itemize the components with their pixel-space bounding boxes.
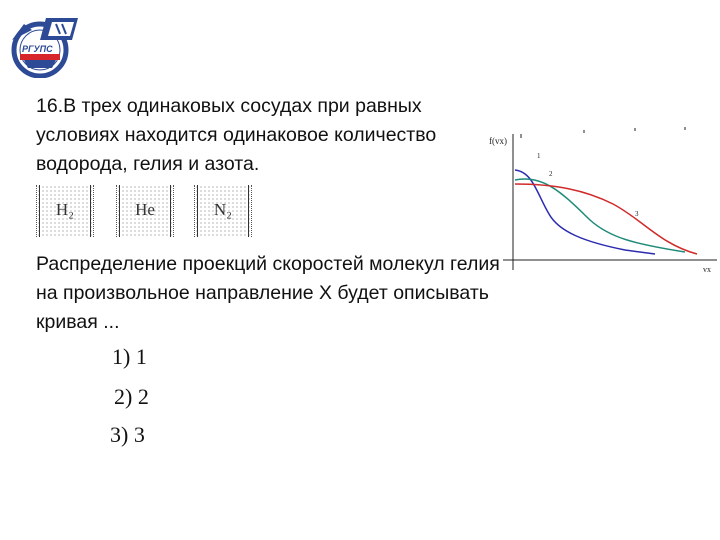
velocity-distribution-graph — [485, 120, 720, 280]
vessel-label: He — [135, 200, 155, 219]
vessel-label: H₂ — [55, 200, 75, 219]
curve-label-2: 2 — [549, 170, 553, 178]
vessel-label: N₂ — [213, 200, 233, 219]
vessels-illustration — [36, 185, 251, 239]
answer-option-2[interactable]: 2) 2 — [114, 384, 149, 409]
curve-label-3: 3 — [635, 210, 639, 218]
logo-text: РГУПС — [22, 44, 53, 54]
answer-option-1[interactable]: 1) 1 — [112, 344, 147, 369]
vessel-h2 — [36, 185, 94, 237]
vessel-n2 — [194, 185, 252, 237]
x-axis-label: vx — [703, 265, 711, 274]
y-axis-label: f(vx) — [489, 136, 507, 146]
university-logo — [2, 10, 82, 78]
vessel-he — [116, 185, 174, 237]
answer-option-3[interactable]: 3) 3 — [110, 422, 145, 447]
description-text: Распределение проекций скоростей молекул гелия на произвольное направление X будет описывать кривая ... — [36, 253, 500, 333]
question-text: 16.В трех одинаковых сосудах при равных условиях находится одинаковое количество водорода, гелия и азота. — [36, 95, 437, 175]
curve-2 — [515, 179, 685, 252]
curve-3 — [515, 184, 697, 254]
curve-label-1: 1 — [537, 152, 541, 160]
